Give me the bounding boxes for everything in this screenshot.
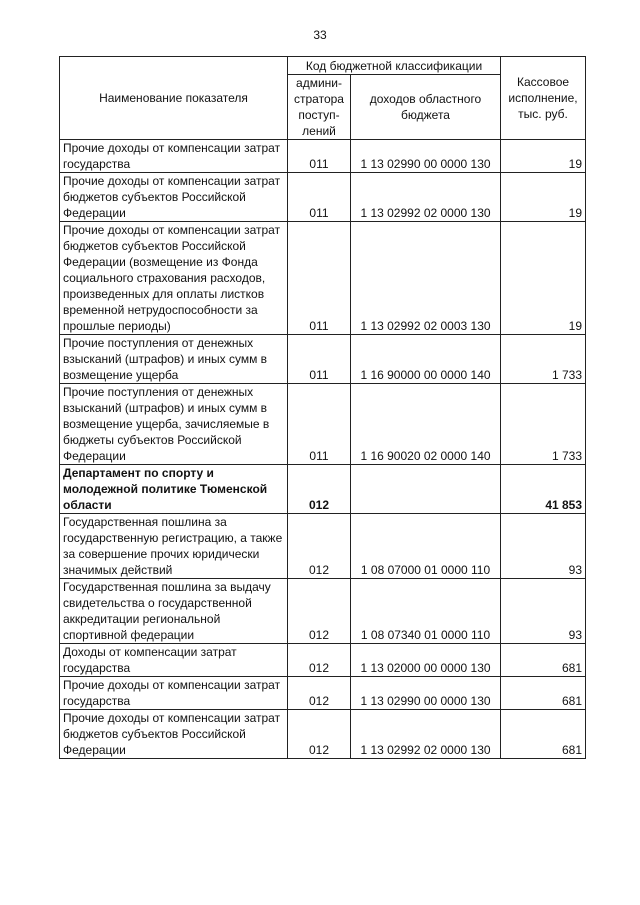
row-admin-cell: 011 [288, 384, 351, 465]
table-row [60, 710, 586, 759]
row-admin-cell: 011 [288, 173, 351, 222]
row-name-cell: Прочие доходы от компенсации затрат бюджетов субъектов Российской Федерации [60, 173, 288, 222]
row-code-cell: 1 13 02000 00 0000 130 [351, 644, 501, 677]
table-row [60, 579, 586, 644]
row-name-cell: Прочие доходы от компенсации затрат бюджетов субъектов Российской Федерации [60, 710, 288, 759]
table-row [60, 514, 586, 579]
row-code-cell: 1 13 02992 02 0003 130 [351, 222, 501, 335]
table-row [60, 335, 586, 384]
row-code-cell: 1 16 90020 02 0000 140 [351, 384, 501, 465]
row-name-cell: Прочие доходы от компенсации затрат бюджетов субъектов Российской Федерации (возмещение из Фонда социального страхования расходов, произведенных для оплаты листков временной нетрудоспособности за прошлые периоды) [60, 222, 288, 335]
row-admin-cell: 011 [288, 222, 351, 335]
row-name-cell: Департамент по спорту и молодежной политике Тюменской области [60, 465, 288, 514]
row-amount-cell: 1 733 [501, 384, 586, 465]
budget-table [59, 56, 586, 759]
row-admin-cell: 011 [288, 140, 351, 173]
row-admin-cell: 012 [288, 514, 351, 579]
row-amount-cell: 19 [501, 173, 586, 222]
row-amount-cell: 681 [501, 710, 586, 759]
row-code-cell [351, 465, 501, 514]
header-name: Наименование показателя [60, 57, 288, 140]
table-row [60, 222, 586, 335]
row-code-cell: 1 13 02990 00 0000 130 [351, 677, 501, 710]
row-admin-cell: 012 [288, 677, 351, 710]
row-name-cell: Прочие доходы от компенсации затрат государства [60, 140, 288, 173]
header-income: доходов областного бюджета [351, 75, 501, 140]
row-amount-cell: 19 [501, 140, 586, 173]
table-row [60, 677, 586, 710]
row-name-cell: Прочие поступления от денежных взысканий (штрафов) и иных сумм в возмещение ущерба, зачисляемые в бюджеты субъектов Российской Федерации [60, 384, 288, 465]
row-name-cell: Прочие доходы от компенсации затрат государства [60, 677, 288, 710]
row-amount-cell: 93 [501, 514, 586, 579]
table-row [60, 465, 586, 514]
row-code-cell: 1 08 07000 01 0000 110 [351, 514, 501, 579]
table-body [60, 140, 586, 759]
header-code-group: Код бюджетной классификации [288, 57, 501, 75]
row-admin-cell: 012 [288, 579, 351, 644]
row-code-cell: 1 13 02990 00 0000 130 [351, 140, 501, 173]
table-row [60, 384, 586, 465]
row-amount-cell: 1 733 [501, 335, 586, 384]
row-admin-cell: 012 [288, 710, 351, 759]
row-code-cell: 1 13 02992 02 0000 130 [351, 710, 501, 759]
row-name-cell: Доходы от компенсации затрат государства [60, 644, 288, 677]
row-code-cell: 1 08 07340 01 0000 110 [351, 579, 501, 644]
header-admin: админи-стратора поступ-лений [288, 75, 351, 140]
row-amount-cell: 41 853 [501, 465, 586, 514]
table-row [60, 644, 586, 677]
row-admin-cell: 011 [288, 335, 351, 384]
table-row [60, 140, 586, 173]
table-row [60, 173, 586, 222]
row-admin-cell: 012 [288, 465, 351, 514]
row-amount-cell: 681 [501, 644, 586, 677]
row-name-cell: Прочие поступления от денежных взысканий (штрафов) и иных сумм в возмещение ущерба [60, 335, 288, 384]
row-code-cell: 1 16 90000 00 0000 140 [351, 335, 501, 384]
row-admin-cell: 012 [288, 644, 351, 677]
page-number: 33 [313, 28, 327, 42]
row-amount-cell: 93 [501, 579, 586, 644]
row-code-cell: 1 13 02992 02 0000 130 [351, 173, 501, 222]
row-amount-cell: 19 [501, 222, 586, 335]
row-name-cell: Государственная пошлина за государственную регистрацию, а также за совершение прочих юридически значимых действий [60, 514, 288, 579]
header-amount: Кассовое исполнение, тыс. руб. [501, 57, 586, 140]
row-name-cell: Государственная пошлина за выдачу свидетельства о государственной аккредитации региональной спортивной федерации [60, 579, 288, 644]
row-amount-cell: 681 [501, 677, 586, 710]
